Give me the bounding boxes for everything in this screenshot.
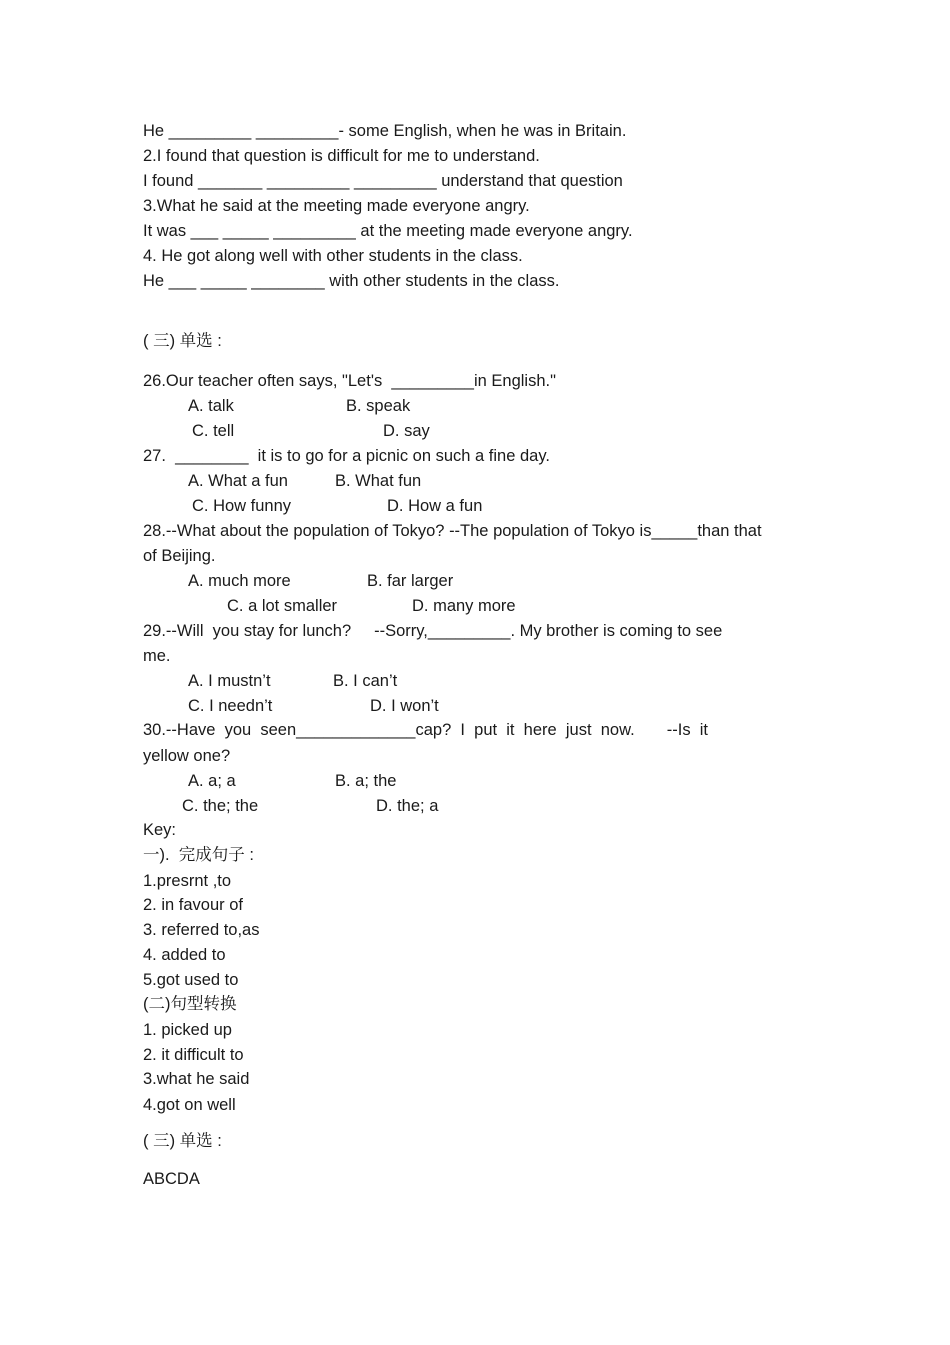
question-29-option-b: B. I can’t	[333, 672, 398, 690]
question-29-option-a: A. I mustn’t	[188, 672, 271, 690]
transform-line-6: 4. He got along well with other students in the class.	[143, 247, 523, 265]
answer-key-part-1-item: 5.got used to	[143, 971, 239, 989]
question-26-option-a: A. talk	[188, 397, 234, 415]
answer-key-part-3-answer: ABCDA	[143, 1170, 200, 1188]
answer-key-part-2-item: 1. picked up	[143, 1021, 232, 1039]
transform-line-7: He ___ _____ ________ with other students in the class.	[143, 272, 560, 290]
question-27-option-d: D. How a fun	[387, 497, 483, 515]
answer-key-part-1-item: 2. in favour of	[143, 896, 243, 914]
question-28-option-d: D. many more	[412, 597, 516, 615]
answer-key-part-2-heading: (二)句型转换	[143, 995, 237, 1013]
question-26-option-b: B. speak	[346, 397, 411, 415]
question-30-option-d: D. the; a	[376, 797, 439, 815]
question-29-stem-line-2: me.	[143, 647, 171, 665]
question-26-option-d: D. say	[383, 422, 430, 440]
question-29-option-c: C. I needn’t	[188, 697, 273, 715]
transform-line-4: 3.What he said at the meeting made everyone angry.	[143, 197, 530, 215]
answer-key-part-1-item: 1.presrnt ,to	[143, 872, 232, 890]
answer-key-part-2-item: 4.got on well	[143, 1096, 236, 1114]
question-26-stem: 26.Our teacher often says, "Let's _________in English."	[143, 372, 556, 390]
question-30-option-b: B. a; the	[335, 772, 397, 790]
question-27-stem: 27. ________ it is to go for a picnic on such a fine day.	[143, 447, 550, 465]
question-30-option-a: A. a; a	[188, 772, 236, 790]
answer-key-part-3-heading: ( 三) 单选 :	[143, 1132, 222, 1150]
question-30-stem-line-2: yellow one?	[143, 747, 231, 765]
question-28-stem-line-1: 28.--What about the population of Tokyo? --The population of Tokyo is_____than that	[143, 522, 762, 540]
question-29-option-d: D. I won’t	[370, 697, 439, 715]
answer-key-part-1-heading: 一). 完成句子 :	[143, 846, 254, 864]
transform-line-3: I found _______ _________ _________ understand that question	[143, 172, 623, 190]
question-28-option-b: B. far larger	[367, 572, 454, 590]
question-30-option-c: C. the; the	[182, 797, 259, 815]
answer-key-part-1-item: 4. added to	[143, 946, 226, 964]
answer-key-part-2-item: 2. it difficult to	[143, 1046, 244, 1064]
answer-key-part-2-item: 3.what he said	[143, 1070, 250, 1088]
question-28-option-c: C. a lot smaller	[227, 597, 338, 615]
section-heading-single-choice: ( 三) 单选 :	[143, 332, 222, 350]
question-26-option-c: C. tell	[192, 422, 235, 440]
question-27-option-a: A. What a fun	[188, 472, 288, 490]
transform-line-2: 2.I found that question is difficult for me to understand.	[143, 147, 540, 165]
question-28-option-a: A. much more	[188, 572, 291, 590]
question-28-stem-line-2: of Beijing.	[143, 547, 216, 565]
question-27-option-b: B. What fun	[335, 472, 422, 490]
question-29-stem-line-1: 29.--Will you stay for lunch? --Sorry,_________. My brother is coming to see	[143, 622, 723, 640]
question-30-stem-line-1: 30.--Have you seen_____________cap? I put it here just now. --Is it	[143, 721, 708, 739]
transform-line-5: It was ___ _____ _________ at the meeting made everyone angry.	[143, 222, 633, 240]
question-27-option-c: C. How funny	[192, 497, 292, 515]
transform-line-1: He _________ _________- some English, when he was in Britain.	[143, 122, 627, 140]
answer-key-part-1-item: 3. referred to,as	[143, 921, 260, 939]
answer-key-title: Key:	[143, 821, 177, 839]
